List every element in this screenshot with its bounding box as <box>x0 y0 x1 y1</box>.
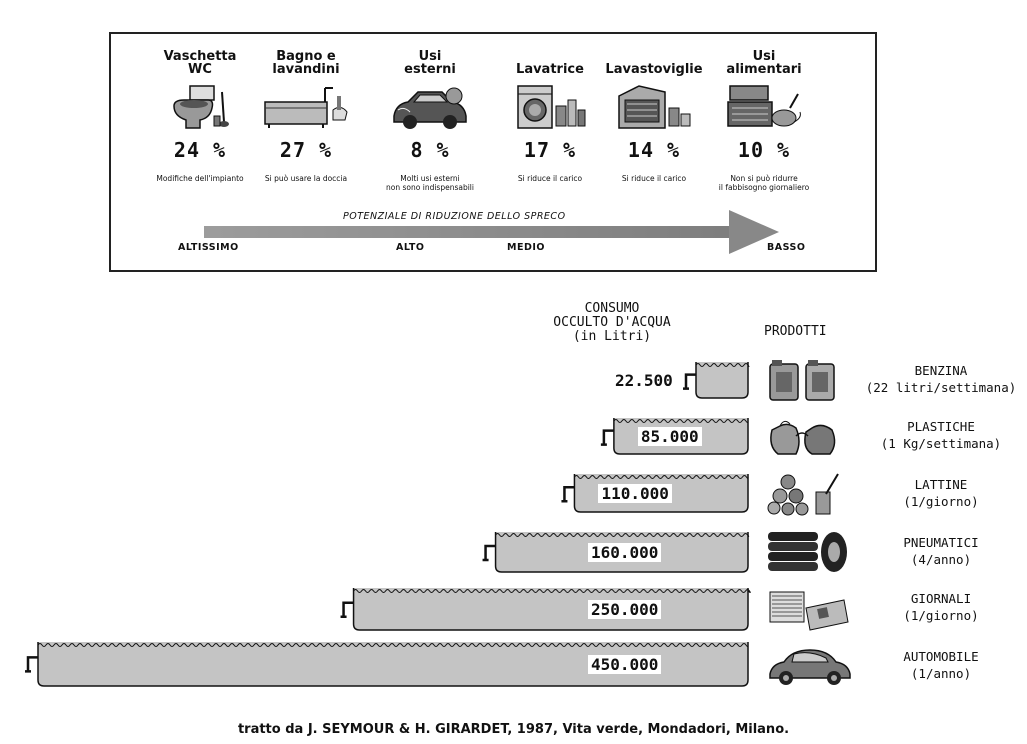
fuel-can-icon <box>766 358 842 402</box>
category-note: Si riduce il carico <box>517 174 583 183</box>
tank-value: 110.000 <box>598 484 671 503</box>
level-altissimo: ALTISSIMO <box>178 242 239 253</box>
water-bar <box>696 362 748 398</box>
food-icon <box>724 82 804 132</box>
plastic-bags-icon <box>766 416 846 458</box>
row-giornali <box>0 584 1027 634</box>
row-pneumatici <box>0 528 1027 576</box>
product-label: PLASTICHE (1 Kg/settimana) <box>880 419 1002 451</box>
category-bath <box>241 48 371 183</box>
level-alto: ALTO <box>396 242 425 253</box>
tank-value: 250.000 <box>588 600 661 619</box>
category-note: Non si può ridurre il fabbisogno giornaliero <box>718 174 810 192</box>
category-note: Si riduce il carico <box>621 174 687 183</box>
newspapers-icon <box>766 586 850 632</box>
level-basso: BASSO <box>767 242 806 253</box>
product-label: LATTINE (1/giorno) <box>903 477 979 509</box>
dishwasher-icon <box>615 82 693 132</box>
faucet-icon <box>25 657 38 671</box>
water-bar <box>354 588 748 630</box>
category-title: Lavatrice <box>516 62 584 77</box>
category-title: Lavastoviglie <box>605 62 703 77</box>
reduction-potential-arrow <box>111 204 875 264</box>
category-percent: 27 % <box>279 138 333 162</box>
product-label: AUTOMOBILE (1/anno) <box>903 649 979 681</box>
toilet-icon <box>164 82 236 132</box>
category-note: Modifiche dell'impianto <box>156 174 244 183</box>
faucet-icon <box>483 546 496 560</box>
waste-reduction-panel <box>109 32 877 272</box>
faucet-icon <box>341 603 354 617</box>
cans-icon <box>766 472 846 516</box>
category-title: Usi esterni <box>404 49 456 77</box>
level-medio: MEDIO <box>507 242 545 253</box>
product-label: PNEUMATICI (4/anno) <box>903 535 979 567</box>
prodotti-header: PRODOTTI <box>764 324 827 339</box>
tank-value: 85.000 <box>638 427 702 446</box>
tires-icon <box>766 528 850 576</box>
category-note: Si può usare la doccia <box>264 174 348 183</box>
bathtub-icon <box>261 82 351 132</box>
arrow-label: POTENZIALE DI RIDUZIONE DELLO SPRECO <box>343 211 566 222</box>
tank-value: 450.000 <box>588 655 661 674</box>
category-percent: 8 % <box>410 138 450 162</box>
faucet-icon <box>561 487 574 501</box>
faucet-icon <box>683 375 696 389</box>
tank-value: 22.500 <box>615 370 673 390</box>
faucet-icon <box>601 431 614 445</box>
category-percent: 24 % <box>173 138 227 162</box>
category-percent: 10 % <box>737 138 791 162</box>
consumo-header: CONSUMO OCCULTO D'ACQUA (in Litri) <box>553 301 671 344</box>
tank-value: 160.000 <box>588 543 661 562</box>
category-food <box>699 48 829 192</box>
category-title: Usi alimentari <box>726 49 802 77</box>
row-automobile <box>0 638 1027 690</box>
product-label: GIORNALI (1/giorno) <box>903 591 979 623</box>
category-outdoor <box>365 48 495 192</box>
source-credit: tratto da J. SEYMOUR & H. GIRARDET, 1987, Vita verde, Mondadori, Milano. <box>237 722 790 737</box>
car-wash-icon <box>390 82 470 132</box>
row-lattine <box>0 470 1027 516</box>
car-icon <box>766 644 854 688</box>
row-benzina <box>0 358 1027 402</box>
category-percent: 17 % <box>523 138 577 162</box>
category-note: Molti usi esterni non sono indispensabili <box>386 174 474 192</box>
washing-machine-icon <box>512 82 588 132</box>
product-label: BENZINA (22 litri/settimana) <box>865 363 1017 395</box>
category-percent: 14 % <box>627 138 681 162</box>
row-plastiche <box>0 414 1027 458</box>
category-title: Bagno e lavandini <box>272 49 340 77</box>
category-title: Vaschetta WC <box>163 49 237 77</box>
